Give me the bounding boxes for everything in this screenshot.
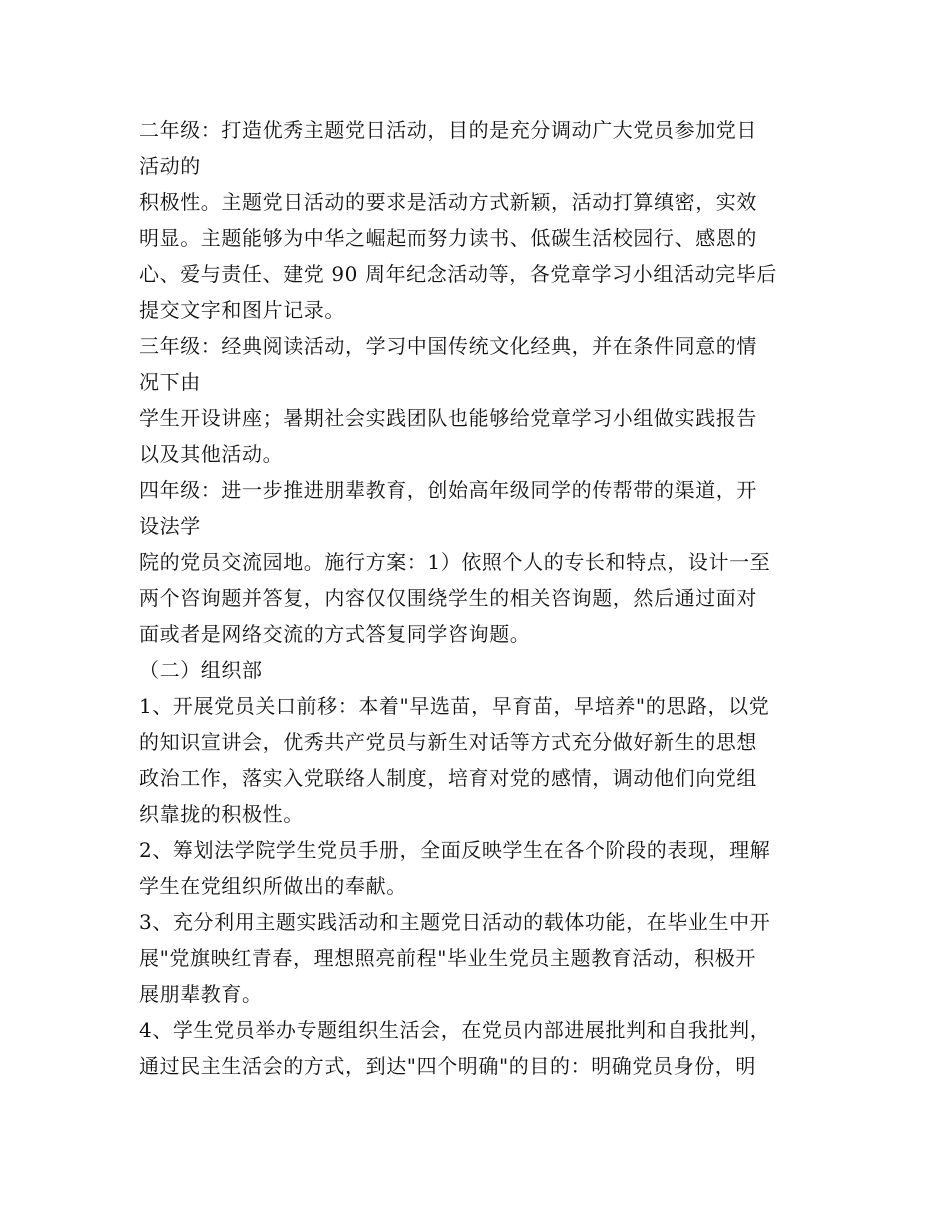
text-line: 提交文字和图片记录。 (139, 298, 345, 322)
text-line: 3、充分利用主题实践活动和主题党日活动的载体功能，在毕业生中开 (139, 910, 771, 934)
text-line: 展"党旗映红青春，理想照亮前程"毕业生党员主题教育活动，积极开 (139, 946, 756, 970)
text-line: 院的党员交流园地。施行方案：1）依照个人的专长和特点，设计一至 (139, 550, 771, 574)
text-line: 明显。主题能够为中华之崛起而努力读书、低碳生活校园行、感恩的 (139, 226, 757, 250)
text-line: 两个咨询题并答复，内容仅仅围绕学生的相关咨询题，然后通过面对 (139, 586, 757, 610)
text-line: 活动的 (139, 154, 201, 178)
text-line: 学生在党组织所做出的奉献。 (139, 874, 407, 898)
text-line: 二年级：打造优秀主题党日活动，目的是充分调动广大党员参加党日 (139, 118, 757, 142)
text-line: 展朋辈教育。 (139, 982, 263, 1006)
text-line: 四年级：进一步推进朋辈教育，创始高年级同学的传帮带的渠道，开 (139, 478, 757, 502)
text-line: 三年级：经典阅读活动，学习中国传统文化经典，并在条件同意的情 (139, 334, 757, 358)
text-line: 的知识宣讲会，优秀共产党员与新生对话等方式充分做好新生的思想 (139, 730, 757, 754)
text-line: 4、学生党员举办专题组织生活会，在党员内部进展批判和自我批判， (139, 1018, 771, 1042)
text-line: 通过民主生活会的方式，到达"四个明确"的目的：明确党员身份，明 (139, 1054, 756, 1078)
text-line: 面或者是网络交流的方式答复同学咨询题。 (139, 622, 531, 646)
document-body (139, 112, 819, 1084)
text-line: 织靠拢的积极性。 (139, 802, 304, 826)
text-line: 1、开展党员关口前移：本着"早选苗，早育苗，早培养"的思路，以党 (139, 694, 770, 718)
text-line: 心、爱与责任、建党 90 周年纪念活动等，各党章学习小组活动完毕后 (139, 262, 777, 286)
text-line: 况下由 (139, 370, 201, 394)
text-line: 2、筹划法学院学生党员手册，全面反映学生在各个阶段的表现，理解 (139, 838, 771, 862)
section-heading: （二）组织部 (139, 658, 263, 682)
text-line: 学生开设讲座；暑期社会实践团队也能够给党章学习小组做实践报告 (139, 406, 757, 430)
text-line: 政治工作，落实入党联络人制度，培育对党的感情，调动他们向党组 (139, 766, 757, 790)
text-line: 设法学 (139, 514, 201, 538)
text-line: 以及其他活动。 (139, 442, 284, 466)
text-line: 积极性。主题党日活动的要求是活动方式新颖，活动打算缜密，实效 (139, 190, 757, 214)
